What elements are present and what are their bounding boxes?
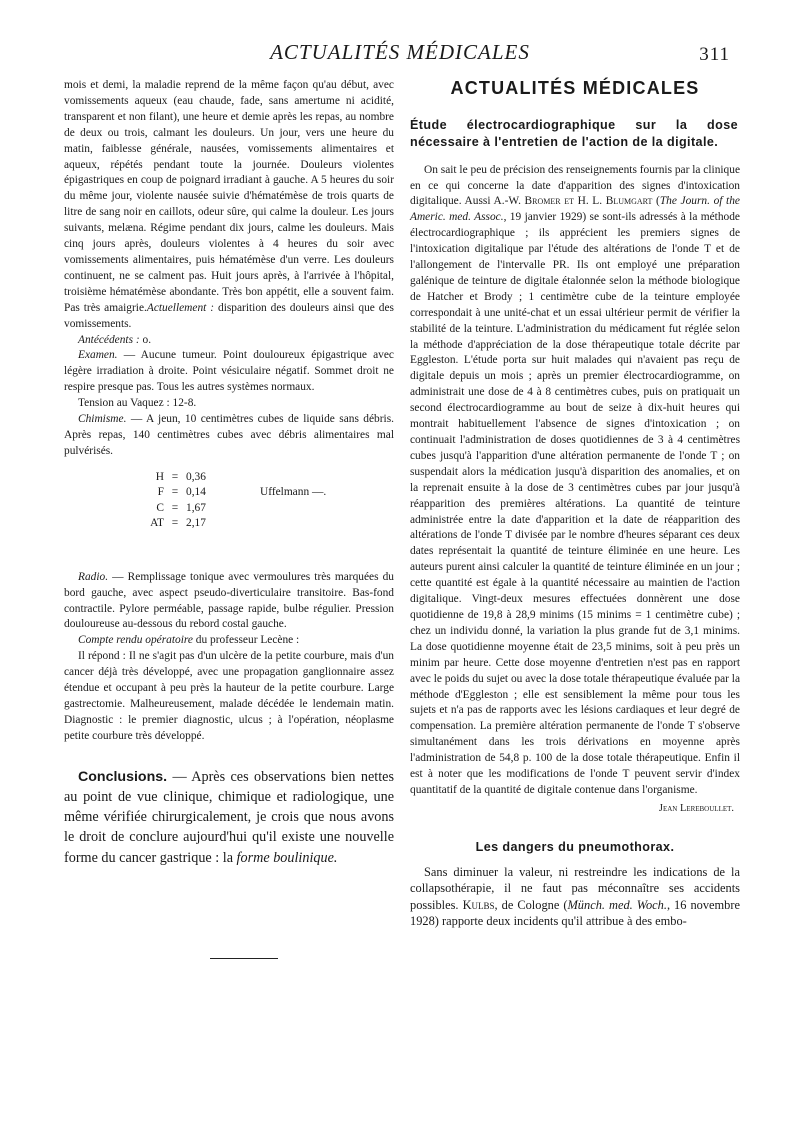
page-number: 311 (699, 44, 730, 65)
gastric-chemistry-table (142, 470, 394, 532)
compte-rendu-paragraph: Compte rendu opératoire du professeur Lecène : (78, 634, 300, 647)
lab-value: 2,17 (186, 517, 206, 530)
table-row (142, 516, 394, 532)
article-body-pneumothorax: Sans diminuer la valeur, ni restreindre les indications de la collapsothérapie, il ne faut pas méconnaître ses accidents possibles. Kulbs, de Cologne (Münch. med. Woch., 16 novembre 1928) rapporte deux incidents qu'il attribue à des embo- (410, 864, 740, 929)
table-row (142, 485, 394, 501)
lab-equals: = (171, 470, 179, 483)
lab-equals: = (171, 501, 179, 514)
lab-key: H (155, 470, 164, 483)
right-column (410, 78, 740, 930)
examen-paragraph: Examen. — Aucune tumeur. Point douloureux épigastrique avec légère irradiation à droite. Point vésiculaire négatif. Sommet droit ne respire presque pas. Tous les autres systèmes normaux. (64, 349, 394, 394)
lab-key: C (156, 501, 164, 514)
conclusions-label: Conclusions. (78, 768, 168, 785)
running-title: ACTUALITÉS MÉDICALES (270, 40, 530, 64)
conclusions-emphasis: forme boulinique. (236, 849, 338, 866)
lab-value: 1,67 (186, 501, 206, 514)
divider (210, 958, 278, 959)
article-author: Kulbs (462, 897, 495, 912)
left-column (64, 78, 394, 868)
operatoire-paragraph: Il répond : Il ne s'agit pas d'un ulcère de la petite courbure, mais d'un cancer déjà très développé, avec une propagation ganglionnaire assez étendue et occupant à peu près la hauteur de la petite courbure. Large gastrectomie. Malheureusement, malade décédée le lendemain matin. Diagnostic : le premier diagnostic, ulcus ; à l'opération, néoplasme petite courbure très développé. (64, 650, 394, 742)
tension-paragraph: Tension au Vaquez : 12-8. (78, 397, 197, 410)
journal-citation: The Journ. of the Americ. med. Assoc. (410, 195, 740, 224)
table-row (142, 470, 394, 486)
article-authors: Bromer et H. L. Blumgart (524, 195, 653, 208)
lab-key: AT (150, 517, 164, 530)
article-body-digitale: On sait le peu de précision des renseignements fournis par la clinique en ce qui concerne la date d'apparition des signes d'intoxication digitalique. Aussi A.-W. Bromer et H. L. Blumgart (The Journ. of the Americ. med. Assoc., 19 janvier 1929) se sont-ils adressés à la méthode électrocardiographique ; ils apprécient les premiers signes de l'intoxication digitalique par l'étude des altérations de l'onde T et de l'allongement de l'intervalle PR. Ils ont employé une préparation galénique de teinture de digitale étalonnée selon la méthode biologique de Hatcher et Brody ; 1 centimètre cube de la teinture employée correspondait à une unité-chat et un essai ultérieur permit de vérifier la stabilité de la teinture. L'administration du médicament fut réglée selon la méthode d'appréciation de la dose thérapeutique totale décrite par Eggleston. L'étude porta sur huit malades qui n'avaient pas reçu de digitale depuis un mois ; après un premier électrocardiogramme, on administrait une dose de 4 à 8 centimètres cubes, puis on pratiquait un second électrocardiogramme au bout de seize à dix-huit heures qui montrait habituellement l'absence de signes d'intoxication ; on continuait l'administration de doses quotidiennes de 3 à 4 centimètres cubes jusqu'à l'apparition d'une altération permanente de l'onde T ; on suspendait alors la médication jusqu'à disparition des anomalies, et on la reprenait ensuite à la dose de 3 centimètres cubes par jour jusqu'à réapparition des premières altérations. La quantité de teinture administrée entre la date d'apparition et la date de réapparition des altérations de l'onde T divisée par le nombre d'heures séparant ces deux dates représentait la quantité de teinture éliminée en une heure. Les auteurs purent ainsi calculer la quantité de teinture éliminée en un jour ; cette quantité est égale à la quantité nécessaire au maintien de l'action digitalique. Vingt-deux mesures effectuées donnèrent une dose quotidienne de 19,8 à 28,9 minims (15 minims = 1 centimètre cube) ; chez un individu donné, la variation la plus grande fut de 3,1 minims. La dose quotidienne moyenne était de 23,5 minims, soit à peu près un minim par heure. Cette dose moyenne d'entretien n'est pas en rapport avec le poids du sujet ou avec la dose totale thérapeutique évaluée par la méthode d'Eggleston ; elle est sensiblement la même pour tous les sujets et n'a pas de rapports avec les lésions cardiaques et leur degré de compensation. La première altération permanente de l'onde T s'observe simultanément dans les trois dérivations en moyenne après l'administration de 54,8 p. 100 de la dose totale thérapeutique. Enfin il est à noter que les modifications de l'onde T peuvent servir d'index quantitatif de la quantité de digitale contenue dans l'organisme. (410, 163, 740, 796)
lab-equals: = (171, 486, 179, 499)
journal-citation: Münch. med. Woch. (567, 897, 667, 912)
lab-key: F (157, 486, 164, 499)
lab-note: Uffelmann —. (260, 486, 327, 499)
case-history-paragraph: mois et demi, la maladie reprend de la même façon qu'au début, avec vomissements aqueux (eau chaude, fade, sans amertume ni acidité, transparent et non filant), une heure et demie après les repas, au nombre de deux ou trois, calmant les douleurs. Un jour, vers une heure du matin, faiblesse générale, nausées, vomissements alimentaires et aqueux, répétés pendant toute la journée. Douleurs violentes épigastriques en coup de poignard irradiant à gauche. A 5 heures du soir du même jour, violente nausée suivie d'hématémèse de trois quarts de litre de sang noir en caillots, odeur sûre, qui calme la douleur. Les jours suivants, melæna. Régime pendant dix jours, calme les douleurs. Mais cinq jours après, douleurs violentes à 4 heures du soir avec vomissements alimentaires, puis hématémèse d'un verre. Les douleurs continuent, ne se calment pas. Huit jours après, à l'arrivée à l'hôpital, troisième hématémèse abondante. Très bon appétit, elle a souvent faim. Pas très amaigrie.Actuellement : disparition des douleurs ainsi que des vomissements. (64, 79, 394, 330)
lab-equals: = (171, 517, 179, 530)
lab-value: 0,14 (186, 486, 206, 499)
conclusions-paragraph: Conclusions. — Après ces observations bien nettes au point de vue clinique, chimique et radiologique, une même vérifiée chirurgicalement, je crois que nous avons le droit de conclure aujourd'hui qu'il existe une nouvelle forme du cancer gastrique : la forme boulinique. (64, 768, 394, 866)
article-title-digitale: Étude électrocardiographique sur la dose nécessaire à l'entretien de l'action de la digitale. (410, 118, 738, 149)
chimisme-paragraph: Chimisme. — A jeun, 10 centimètres cubes de liquide sans débris. Après repas, 140 centimètres cubes avec débris alimentaires mal pulvérisés. (64, 413, 394, 457)
radio-paragraph: Radio. — Remplissage tonique avec vermoulures très marquées du bord gauche, avec aspect pseudo-diverticulaire transitoire. Bas-fond contractile. Pylore perméable, passage rapide, bulbe régulier. Pression douloureuse au-dessous du rebord costal gauche. (64, 570, 394, 631)
lab-value: 0,36 (186, 470, 206, 483)
author-signature: Jean Lereboullet. (658, 802, 734, 814)
section-title: ACTUALITÉS MÉDICALES (450, 78, 700, 98)
antecedents-paragraph: Antécédents : o. (78, 333, 152, 346)
article-title-pneumothorax: Les dangers du pneumothorax. (475, 839, 675, 854)
table-row (142, 501, 394, 517)
